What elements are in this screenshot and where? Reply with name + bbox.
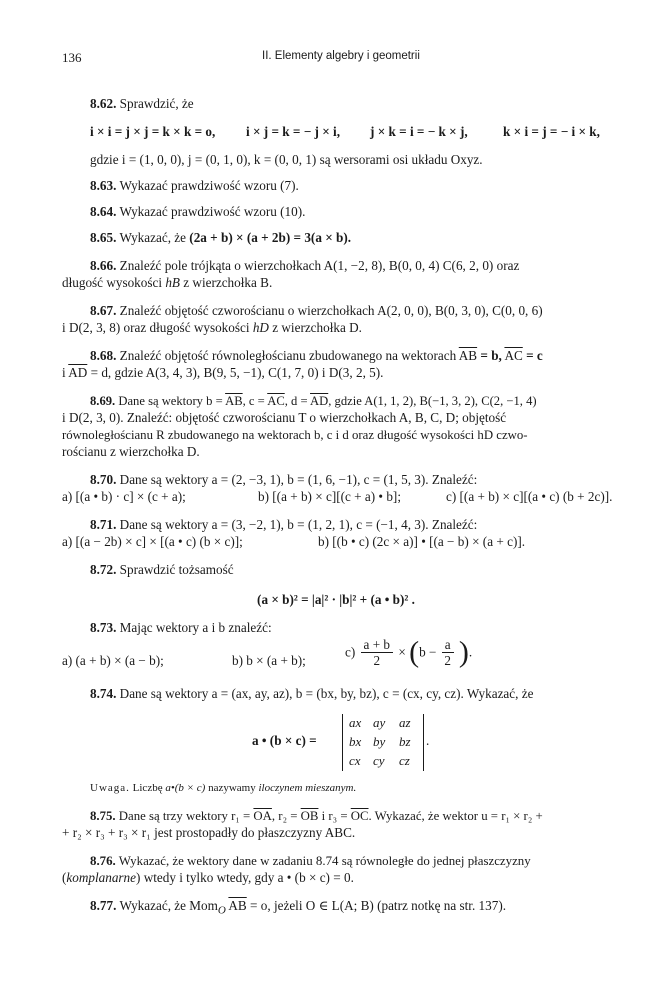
problem-8-70-a: a) [(a • b) · c] × (c + a); (62, 489, 186, 504)
problem-text: Wykazać, że (119, 230, 186, 245)
determinant-row: ax ay az (349, 715, 411, 730)
problem-number: 8.67. (90, 303, 117, 318)
period: . (426, 733, 430, 748)
remark: Uwaga. Liczbę a•(b × c) nazywamy iloczynem mieszanym. (90, 782, 357, 794)
formula-8-72: (a × b)² = |a|² · |b|² + (a • b)² . (257, 592, 415, 607)
formula-8-62-1: i × i = j × j = k × k = o, (90, 124, 216, 139)
problem-number: 8.74. (90, 686, 117, 701)
problem-8-73-c: c) $\frac{a + b}{2}$ × (b − $\frac{a}{2}$ ). (345, 635, 473, 669)
problem-8-63 (90, 178, 299, 194)
problem-8-62 (90, 96, 194, 112)
problem-text: Sprawdzić tożsamość (119, 562, 234, 577)
page-number: 136 (62, 50, 82, 65)
problem-8-76 (90, 853, 531, 869)
problem-number: 8.63. (90, 178, 117, 193)
problem-8-62-note: gdzie i = (1, 0, 0), j = (0, 1, 0), k = (0, 0, 1) są wersorami osi układu Oxyz. (90, 152, 483, 167)
fraction: $\frac{a}{2}$ (442, 637, 454, 668)
problem-8-69: 8.69. Dane są wektory $b = \overline{AB}$, $c = \overline{AC}$, $d = \overline{AD}$, gdzie A(1, 1, 2), B(−1, 3, 2), C(2, −1, 4) (90, 394, 537, 408)
problem-8-71-a: a) [(a − 2b) × c] × [(a • c) (b × c)]; (62, 534, 243, 549)
problem-number: 8.75. (90, 809, 116, 823)
problem-number: 8.69. (90, 394, 116, 408)
problem-8-71 (90, 517, 477, 533)
problem-8-66-line2: długość wysokości hB z wierzchołka B. (62, 275, 273, 290)
problem-number: 8.77. (90, 898, 117, 913)
problem-text: Wykazać, że wektory dane w zadaniu 8.74 są równoległe do jednej płaszczyzny (118, 854, 531, 868)
problem-number: 8.66. (90, 258, 117, 273)
problem-8-67 (90, 303, 543, 319)
problem-8-77: 8.77. Wykazać, że Mom$_O$ $\overline{AB} = o$, jeżeli O ∈ L(A; B) (patrz notkę na str. 137). (90, 898, 507, 917)
problem-text: Sprawdzić, że (119, 96, 194, 111)
problem-number: 8.73. (90, 620, 117, 635)
problem-8-70-b: b) [(a + b) × c][(c + a) • b]; (258, 489, 401, 504)
chapter-title: II. Elementy algebry i geometrii (262, 50, 420, 62)
problem-8-73-b: b) b × (a + b); (232, 653, 306, 668)
determinant-row: cx cy cz (349, 753, 410, 768)
problem-8-73 (90, 620, 272, 636)
problem-number: 8.76. (90, 854, 116, 868)
problem-number: 8.68. (90, 348, 117, 363)
problem-8-71-b: b) [(b • c) (2c × a)] • [(a − b) × (a + c)]. (318, 534, 526, 549)
problem-8-73-a: a) (a + b) × (a − b); (62, 653, 164, 668)
problem-number: 8.65. (90, 230, 117, 245)
running-header (0, 50, 672, 70)
problem-text: Dane są wektory a = (ax, ay, az), b = (bx, by, bz), c = (cx, cy, cz). Wykazać, że (119, 686, 534, 701)
problem-8-69-line2: i D(2, 3, 0). Znaleźć: objętość czworościanu T o wierzchołkach A, B, C, D; objętość (62, 410, 507, 425)
problem-8-64 (90, 204, 305, 220)
problem-8-76-line2: (komplanarne) wtedy i tylko wtedy, gdy a • (b × c) = 0. (62, 870, 354, 885)
problem-text: Znaleźć objętość czworościanu o wierzchołkach A(2, 0, 0), B(0, 3, 0), C(0, 0, 6) (119, 303, 543, 318)
determinant (342, 714, 424, 771)
problem-8-68: 8.68. Znaleźć objętość równoległościanu zbudowanego na wektorach $\overline{AB} = b$, $\overline{AC} = c$ (90, 348, 543, 363)
problem-number: 8.71. (90, 517, 117, 532)
formula-8-74-lhs: a • (b × c) = (252, 733, 317, 748)
problem-number: 8.72. (90, 562, 117, 577)
formula: (2a + b) × (a + 2b) = 3(a × b). (189, 230, 352, 245)
problem-8-72 (90, 562, 234, 578)
problem-8-66 (90, 258, 519, 274)
problem-8-68-line2: i $\overline{AD} = d$, gdzie A(3, 4, 3), B(9, 5, −1), C(1, 7, 0) i D(3, 2, 5). (62, 365, 384, 380)
problem-number: 8.70. (90, 472, 117, 487)
determinant-row: bx by bz (349, 734, 411, 749)
problem-8-70-c: c) [(a + b) × c][(a • c) (b + 2c)]. (446, 489, 613, 504)
problem-8-75: 8.75. Dane są trzy wektory $r_1 = \overline{OA}$, $r_2 = \overline{OB}$ i $r_3 = \overline{OC}$. Wykazać, że wektor u = r₁ × r₂ + (90, 809, 543, 823)
problem-8-75-line2: + r₂ × r₃ + r₃ × r₁ jest prostopadły do płaszczyzny ABC. (62, 825, 356, 840)
problem-8-67-line2: i D(2, 3, 8) oraz długość wysokości hD z wierzchołka D. (62, 320, 362, 335)
formula-8-62-4: k × i = j = − i × k, (503, 124, 600, 139)
problem-8-70 (90, 472, 477, 488)
problem-8-65 (90, 230, 351, 246)
problem-text: Mając wektory a i b znaleźć: (119, 620, 272, 635)
fraction: $\frac{a + b}{2}$ (361, 637, 393, 668)
problem-8-69-line3: równoległościanu R zbudowanego na wektorach b, c i d oraz długość wysokości hD czwo- (62, 428, 528, 442)
problem-number: 8.62. (90, 96, 117, 111)
problem-text: Dane są wektory a = (3, −2, 1), b = (1, 2, 1), c = (−1, 4, 3). Znaleźć: (119, 517, 478, 532)
formula-8-62-3: j × k = i = − k × j, (370, 124, 468, 139)
problem-text: Wykazać prawdziwość wzoru (10). (119, 204, 306, 219)
problem-8-74 (90, 686, 533, 702)
problem-number: 8.64. (90, 204, 117, 219)
problem-text: Wykazać prawdziwość wzoru (7). (119, 178, 299, 193)
formula-8-62-2: i × j = k = − j × i, (246, 124, 340, 139)
problem-text: Znaleźć pole trójkąta o wierzchołkach A(1, −2, 8), B(0, 0, 4) C(6, 2, 0) oraz (119, 258, 520, 273)
problem-text: Dane są wektory a = (2, −3, 1), b = (1, 6, −1), c = (1, 5, 3). Znaleźć: (119, 472, 478, 487)
problem-8-69-line4: rościanu z wierzchołka D. (62, 444, 200, 459)
